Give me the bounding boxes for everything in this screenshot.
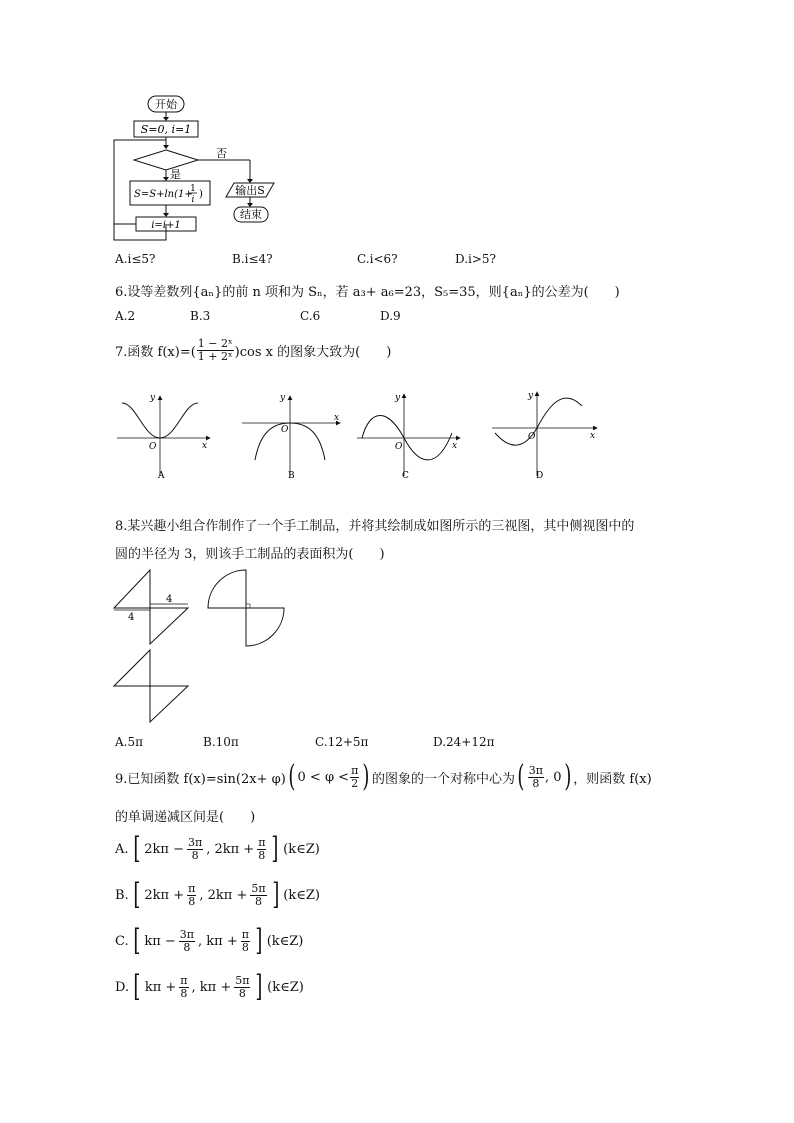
q9-option-b-tail: (k∈Z) <box>283 887 320 903</box>
q7-graph-b-origin: O <box>281 425 289 435</box>
q9-option-a-tail: (k∈Z) <box>283 841 320 857</box>
q9-cond-num: π <box>351 763 359 777</box>
q7-graph-a-xlabel: x <box>202 441 208 451</box>
flowchart-update-s-left: S=S+ln(1+ <box>134 189 193 200</box>
q7-graph-c-ylabel: y <box>395 393 401 403</box>
q7-graph-d[interactable] <box>492 391 597 480</box>
q7-graph-b-ylabel: y <box>280 393 286 403</box>
q9-stem-suffix: ，则函数 f(x) <box>573 771 652 787</box>
q9-option-d-frac1-num: π <box>180 973 188 987</box>
q7-fraction-num: 1 − 2ˣ <box>197 337 233 350</box>
q9-center-fraction <box>528 765 544 790</box>
q9-option-b-frac1 <box>187 883 196 908</box>
q9-option-d-tail: (k∈Z) <box>267 979 304 995</box>
q7-graph-d-xlabel: x <box>590 431 596 441</box>
q9-option-d-frac1-den: 8 <box>180 986 188 1000</box>
q9-option-b-frac1-den: 8 <box>188 894 196 908</box>
q9-option-a-bracket-left: [ <box>132 831 140 866</box>
q9-cond-den: 2 <box>351 776 359 790</box>
q9-option-a-frac1-den: 8 <box>191 848 199 862</box>
flowchart-yes-label: 是 <box>170 168 181 181</box>
q9-option-a-bracket-right: ] <box>271 831 279 866</box>
q9-option-a-frac1-num: 3π <box>187 835 203 849</box>
q7-graph-d-origin: O <box>528 432 536 442</box>
q9-stem-mid: 的图象的一个对称中心为 <box>372 771 516 787</box>
q9-stem-line1 <box>115 759 652 794</box>
q8-option-d[interactable]: D.24+12π <box>433 735 495 749</box>
q9-center-num: 3π <box>528 763 543 777</box>
q9-option-c-frac2-den: 8 <box>241 940 249 954</box>
flowchart <box>100 90 300 250</box>
q9-option-b-frac1-num: π <box>188 881 196 895</box>
q7-stem-suffix: )cos x 的图象大致为( ) <box>234 345 392 360</box>
q9-condition: 0 < φ < <box>297 769 350 785</box>
q9-option-c-right: , kπ + <box>198 933 238 949</box>
q9-option-a-label: A. <box>115 841 129 857</box>
q8-option-c[interactable]: C.12+5π <box>315 735 369 749</box>
q7-graph-c[interactable] <box>357 393 460 480</box>
q8-dim-left: 4 <box>128 612 135 623</box>
q5-option-d[interactable]: D.i>5? <box>455 252 496 266</box>
q9-option-c[interactable] <box>115 923 304 958</box>
q7-graph-c-xlabel: x <box>452 441 458 451</box>
q9-center-den: 8 <box>532 776 540 790</box>
q7-graph-a-origin: O <box>149 442 157 452</box>
q7-graph-c-origin: O <box>395 442 403 452</box>
q9-option-c-frac1-num: 3π <box>179 927 195 941</box>
flowchart-no-label: 否 <box>216 147 227 160</box>
q8-three-views <box>108 568 298 728</box>
q9-option-c-frac1 <box>179 929 195 954</box>
q9-option-d-right: , kπ + <box>191 979 232 995</box>
q7-graph-a-label: A <box>158 471 165 480</box>
q9-option-c-frac2 <box>241 929 250 954</box>
flowchart-start-label: 开始 <box>155 98 177 111</box>
q9-option-c-frac1-den: 8 <box>183 940 191 954</box>
q7-graphs <box>112 388 602 480</box>
q9-option-a-frac2-num: π <box>258 835 266 849</box>
q9-option-b-frac2-num: 5π <box>251 881 266 895</box>
flowchart-update-s-right: ) <box>199 189 203 200</box>
q8-option-a[interactable]: A.5π <box>115 735 144 749</box>
flowchart-update-s-num: 1 <box>190 184 196 194</box>
q9-option-a-left: 2kπ − <box>144 841 184 857</box>
q9-center-paren-left: ( <box>517 759 525 794</box>
q7-fraction-den: 1 + 2ˣ <box>197 350 233 363</box>
q9-option-b-bracket-right: ] <box>271 877 279 912</box>
q9-option-a[interactable] <box>115 831 320 866</box>
q6-option-a[interactable]: A.2 <box>115 309 136 323</box>
flowchart-init-label: S=0, i=1 <box>140 123 192 136</box>
q5-option-c[interactable]: C.i<6? <box>357 252 398 266</box>
q9-option-c-bracket-right: ] <box>255 923 263 958</box>
q9-option-d-frac2-den: 8 <box>238 986 246 1000</box>
q8-stem-line2: 圆的半径为 3，则该手工制品的表面积为( ) <box>115 547 385 562</box>
q9-paren-right: ) <box>362 759 370 794</box>
q7-graph-d-ylabel: y <box>528 391 534 401</box>
q9-stem-line2: 的单调递减区间是( ) <box>115 810 256 825</box>
q9-option-a-right: , 2kπ + <box>206 841 255 857</box>
q9-option-a-frac1 <box>187 837 203 862</box>
q9-option-b-label: B. <box>115 887 129 903</box>
q6-option-d[interactable]: D.9 <box>380 309 401 323</box>
q5-option-b[interactable]: B.i≤4? <box>232 252 273 266</box>
q9-center-right: , 0 <box>545 769 562 785</box>
q9-option-c-left: kπ − <box>144 933 176 949</box>
q6-stem: 6.设等差数列{aₙ}的前 n 项和为 Sₙ，若 a₃+ a₆=23，S₅=35，则{aₙ}的公差为( ) <box>115 285 620 300</box>
q7-stem <box>115 338 391 363</box>
q8-top-view <box>114 650 188 722</box>
q9-option-c-label: C. <box>115 933 129 949</box>
q9-option-d[interactable] <box>115 969 304 1004</box>
q9-option-b-left: 2kπ + <box>144 887 185 903</box>
q5-option-a[interactable]: A.i≤5? <box>115 252 156 266</box>
q9-option-b-frac2-den: 8 <box>254 894 262 908</box>
q9-option-d-bracket-right: ] <box>255 969 263 1004</box>
q9-option-c-bracket-left: [ <box>132 923 140 958</box>
q9-option-d-label: D. <box>115 979 130 995</box>
q7-graph-a-ylabel: y <box>150 393 156 403</box>
q6-option-c[interactable]: C.6 <box>300 309 321 323</box>
q9-option-c-frac2-num: π <box>241 927 249 941</box>
flowchart-update-i-label: i=i+1 <box>151 220 181 231</box>
q7-graph-b-label: B <box>288 471 295 480</box>
q9-cond-fraction <box>350 765 359 790</box>
q7-graph-d-label: D <box>536 471 544 480</box>
q9-option-d-frac1 <box>179 975 188 1000</box>
q8-side-view <box>208 570 284 646</box>
q9-paren-left: ( <box>288 759 296 794</box>
q7-stem-prefix: 7.函数 f(x)=( <box>115 345 196 360</box>
q9-option-b-frac2 <box>250 883 266 908</box>
q9-option-a-frac2 <box>257 837 266 862</box>
q9-center-paren-right: ) <box>563 759 571 794</box>
q9-option-d-bracket-left: [ <box>133 969 141 1004</box>
q7-graph-b[interactable] <box>242 393 340 480</box>
flowchart-decision-node <box>134 150 198 170</box>
q7-graph-b-xlabel: x <box>334 413 340 423</box>
q8-stem-line1: 8.某兴趣小组合作制作了一个手工制品，并将其绘制成如图所示的三视图，其中侧视图中的 <box>115 519 635 534</box>
q6-option-b[interactable]: B.3 <box>190 309 211 323</box>
flowchart-update-s-den: i <box>191 195 195 205</box>
q8-dim-top: 4 <box>166 594 173 605</box>
flowchart-end-label: 结束 <box>240 208 262 221</box>
q9-option-d-left: kπ + <box>144 979 177 995</box>
q9-option-d-frac2 <box>234 975 250 1000</box>
q9-option-b[interactable] <box>115 877 320 912</box>
q9-option-b-bracket-left: [ <box>133 877 141 912</box>
q7-graph-a[interactable] <box>117 393 210 480</box>
q8-front-view <box>114 570 188 644</box>
flowchart-output-label: 输出S <box>235 184 265 197</box>
q9-option-d-frac2-num: 5π <box>235 973 250 987</box>
q9-option-c-tail: (k∈Z) <box>266 933 304 949</box>
q9-option-a-frac2-den: 8 <box>258 848 266 862</box>
q9-stem-prefix: 9.已知函数 f(x)=sin(2x+ φ) <box>115 771 286 787</box>
q9-option-b-right: , 2kπ + <box>199 887 248 903</box>
q7-fraction <box>197 338 234 363</box>
q8-option-b[interactable]: B.10π <box>203 735 239 749</box>
q7-graph-c-label: C <box>402 471 409 480</box>
